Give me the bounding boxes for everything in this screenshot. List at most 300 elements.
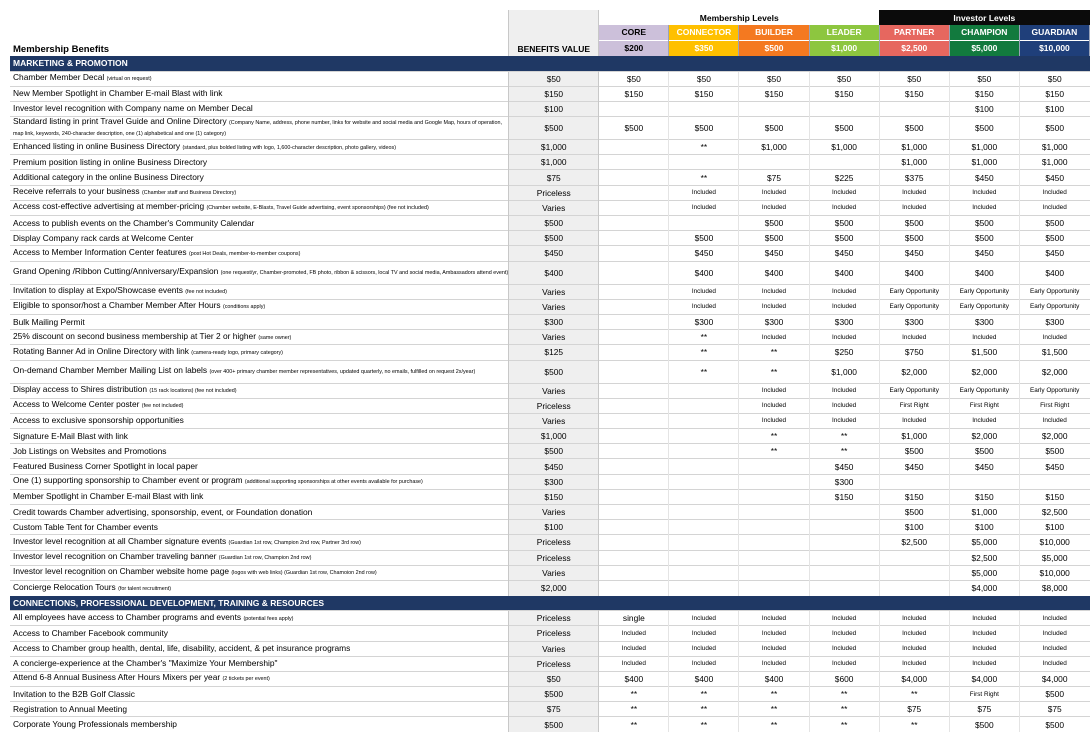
tier-cell-builder: Included	[739, 413, 809, 428]
benefit-name-cell	[10, 535, 509, 550]
benefit-name-cell	[10, 520, 509, 535]
tier-cell-champion: $450	[949, 459, 1019, 474]
tier-cell-guardian: $450	[1019, 170, 1089, 185]
benefit-value: Varies	[509, 565, 599, 580]
tier-cell-guardian: $50	[1019, 71, 1089, 86]
tier-cell-core	[599, 474, 669, 489]
benefit-value: Priceless	[509, 550, 599, 565]
tier-cell-champion: $5,000	[949, 535, 1019, 550]
tier-cell-connector	[669, 383, 739, 398]
benefit-name-cell	[10, 86, 509, 101]
tier-cell-guardian: $500	[1019, 444, 1089, 459]
tier-cell-connector: **	[669, 702, 739, 717]
section-title: CONNECTIONS, PROFESSIONAL DEVELOPMENT, TRAINING & RESOURCES	[10, 596, 509, 611]
benefit-name-cell	[10, 398, 509, 413]
tier-price-connector: $350	[669, 40, 739, 56]
table-row	[10, 216, 1090, 231]
table-row	[10, 185, 1090, 200]
tier-cell-builder: $50	[739, 71, 809, 86]
tier-cell-leader: $500	[809, 216, 879, 231]
benefit-value: Priceless	[509, 626, 599, 641]
membership-benefits-heading: Membership Benefits	[13, 44, 110, 55]
tier-cell-core	[599, 520, 669, 535]
tier-cell-leader: $300	[809, 314, 879, 329]
tier-cell-builder: **	[739, 702, 809, 717]
tier-cell-leader: $450	[809, 246, 879, 261]
table-row	[10, 429, 1090, 444]
benefit-note: (Chamber staff and Business Directory)	[141, 190, 237, 197]
tier-cell-core	[599, 535, 669, 550]
benefit-name: Corporate Young Professionals membership	[13, 719, 177, 730]
benefit-name-cell	[10, 444, 509, 459]
tier-cell-core: **	[599, 702, 669, 717]
tier-cell-builder: Included	[739, 398, 809, 413]
table-header	[10, 10, 1090, 56]
table-row	[10, 140, 1090, 155]
benefit-value: Priceless	[509, 611, 599, 626]
benefit-note: (Guardian 1st row, Champion 2nd row)	[218, 555, 312, 562]
tier-cell-connector: **	[669, 330, 739, 345]
tier-cell-partner: Included	[879, 413, 949, 428]
benefit-name-cell	[10, 687, 509, 702]
benefit-name-cell	[10, 505, 509, 520]
tier-cell-leader: $225	[809, 170, 879, 185]
section-fill	[509, 596, 1090, 611]
tier-cell-connector	[669, 155, 739, 170]
benefit-name-cell	[10, 200, 509, 215]
tier-cell-connector: $400	[669, 261, 739, 284]
tier-cell-partner: Early Opportunity	[879, 383, 949, 398]
tier-cell-leader: $600	[809, 671, 879, 686]
benefit-value: $150	[509, 86, 599, 101]
benefit-note: (fee not included)	[141, 403, 184, 410]
tier-cell-connector: **	[669, 170, 739, 185]
benefit-name-cell	[10, 155, 509, 170]
tier-cell-leader: Included	[809, 284, 879, 299]
tier-cell-core	[599, 459, 669, 474]
tier-cell-leader: Included	[809, 656, 879, 671]
tier-cell-partner	[879, 101, 949, 116]
benefit-value: Varies	[509, 200, 599, 215]
tier-cell-partner: $150	[879, 489, 949, 504]
tier-cell-core	[599, 284, 669, 299]
tier-cell-core: single	[599, 611, 669, 626]
tier-cell-builder	[739, 489, 809, 504]
tier-cell-builder: $500	[739, 117, 809, 140]
tier-cell-partner: $100	[879, 520, 949, 535]
tier-cell-core: Included	[599, 656, 669, 671]
table-row	[10, 284, 1090, 299]
tier-cell-builder: $400	[739, 671, 809, 686]
tier-cell-builder: **	[739, 444, 809, 459]
benefit-name: Chamber Member Decal	[13, 72, 105, 83]
tier-cell-champion: $300	[949, 314, 1019, 329]
tier-cell-leader: $250	[809, 345, 879, 360]
tier-cell-builder: $450	[739, 246, 809, 261]
tier-cell-builder	[739, 474, 809, 489]
tier-cell-connector	[669, 520, 739, 535]
tier-cell-core: Included	[599, 641, 669, 656]
tier-cell-leader	[809, 505, 879, 520]
benefit-name: Attend 6-8 Annual Business After Hours Mixers per year	[13, 672, 221, 683]
tier-cell-builder: **	[739, 717, 809, 732]
table-row	[10, 656, 1090, 671]
benefit-name: Invitation to the B2B Golf Classic	[13, 688, 135, 699]
benefit-value: Priceless	[509, 185, 599, 200]
tier-cell-core	[599, 489, 669, 504]
tier-cell-champion: Early Opportunity	[949, 383, 1019, 398]
tier-cell-leader	[809, 535, 879, 550]
tier-cell-core	[599, 101, 669, 116]
tier-cell-builder	[739, 550, 809, 565]
benefit-name: Eligible to sponsor/host a Chamber Member After Hours	[13, 300, 221, 311]
benefit-value: $125	[509, 345, 599, 360]
tier-cell-partner: $375	[879, 170, 949, 185]
tier-cell-builder: Included	[739, 330, 809, 345]
tier-name-partner: PARTNER	[879, 25, 949, 40]
tier-cell-builder: **	[739, 687, 809, 702]
tier-cell-core	[599, 345, 669, 360]
benefit-name-cell	[10, 580, 509, 595]
tier-cell-connector	[669, 505, 739, 520]
tier-cell-champion: $500	[949, 117, 1019, 140]
tier-cell-core: Included	[599, 626, 669, 641]
tier-cell-builder: Included	[739, 656, 809, 671]
benefit-value: $2,000	[509, 580, 599, 595]
tier-cell-core	[599, 429, 669, 444]
tier-cell-builder: $150	[739, 86, 809, 101]
tier-cell-champion: $500	[949, 717, 1019, 732]
tier-cell-partner: Included	[879, 185, 949, 200]
tier-cell-guardian: Included	[1019, 185, 1089, 200]
benefit-name-cell	[10, 656, 509, 671]
benefit-note: (for talent recruitment)	[118, 585, 172, 592]
table-row	[10, 611, 1090, 626]
tier-cell-guardian: Early Opportunity	[1019, 383, 1089, 398]
tier-cell-guardian: $4,000	[1019, 671, 1089, 686]
tier-cell-champion: Early Opportunity	[949, 284, 1019, 299]
tier-cell-builder: $75	[739, 170, 809, 185]
benefit-name: Registration to Annual Meeting	[13, 703, 128, 714]
benefit-name-cell	[10, 611, 509, 626]
tier-cell-connector	[669, 535, 739, 550]
benefit-note: (2 tickets per event)	[222, 676, 270, 683]
tier-cell-builder: **	[739, 345, 809, 360]
tier-cell-core: $150	[599, 86, 669, 101]
tier-cell-connector: Included	[669, 641, 739, 656]
tier-cell-leader	[809, 520, 879, 535]
tier-cell-connector: **	[669, 345, 739, 360]
table-row	[10, 246, 1090, 261]
tier-cell-guardian: Included	[1019, 611, 1089, 626]
benefit-name-cell	[10, 474, 509, 489]
benefit-name-cell	[10, 717, 509, 732]
tier-cell-champion: $500	[949, 231, 1019, 246]
benefit-name: Featured Business Corner Spotlight in local paper	[13, 461, 198, 472]
benefit-name-cell	[10, 429, 509, 444]
tier-cell-champion: $2,000	[949, 360, 1019, 383]
tier-cell-guardian: $1,000	[1019, 140, 1089, 155]
tier-cell-partner: Included	[879, 200, 949, 215]
benefit-name: Additional category in the online Business Directory	[13, 172, 204, 183]
tier-cell-partner: $4,000	[879, 671, 949, 686]
tier-cell-leader: **	[809, 717, 879, 732]
benefit-name: Bulk Mailing Permit	[13, 316, 85, 327]
tier-cell-champion: $4,000	[949, 671, 1019, 686]
tier-cell-leader: Included	[809, 641, 879, 656]
tier-name-guardian: GUARDIAN	[1019, 25, 1089, 40]
tier-cell-core	[599, 140, 669, 155]
tier-cell-core: $500	[599, 117, 669, 140]
table-row	[10, 641, 1090, 656]
benefit-name: Access to exclusive sponsorship opportunities	[13, 415, 184, 426]
tier-cell-guardian: Included	[1019, 413, 1089, 428]
benefit-note: (post Hot Deals, member-to-member coupons)	[188, 250, 301, 257]
benefit-value: $500	[509, 216, 599, 231]
section-header-row	[10, 56, 1090, 71]
tier-cell-leader: Included	[809, 383, 879, 398]
tier-cell-leader: Included	[809, 330, 879, 345]
tier-cell-guardian: $1,000	[1019, 155, 1089, 170]
tier-cell-guardian: $500	[1019, 687, 1089, 702]
tier-cell-partner: $500	[879, 505, 949, 520]
benefit-name-cell	[10, 261, 509, 284]
tier-cell-core	[599, 444, 669, 459]
tier-cell-leader	[809, 550, 879, 565]
tier-cell-core: **	[599, 687, 669, 702]
tier-cell-core	[599, 505, 669, 520]
tier-cell-core	[599, 314, 669, 329]
benefit-name: 25% discount on second business membership at Tier 2 or higher	[13, 330, 257, 341]
table-row	[10, 383, 1090, 398]
benefit-name: Member Spotlight in Chamber E-mail Blast with link	[13, 491, 204, 502]
tier-cell-leader: $450	[809, 459, 879, 474]
tier-cell-builder: $1,000	[739, 140, 809, 155]
table-row	[10, 71, 1090, 86]
tier-cell-guardian: Early Opportunity	[1019, 299, 1089, 314]
benefit-note: (conditions apply)	[222, 304, 266, 311]
table-row	[10, 505, 1090, 520]
tier-cell-partner: Included	[879, 656, 949, 671]
tier-cell-guardian: $450	[1019, 246, 1089, 261]
tier-cell-partner: $1,000	[879, 140, 949, 155]
tier-cell-leader: **	[809, 687, 879, 702]
tier-cell-guardian: Included	[1019, 200, 1089, 215]
tier-cell-partner: $2,000	[879, 360, 949, 383]
tier-price-core: $200	[599, 40, 669, 56]
benefit-name-cell	[10, 170, 509, 185]
tier-cell-guardian: $100	[1019, 101, 1089, 116]
table-row	[10, 671, 1090, 686]
benefit-name-cell	[10, 413, 509, 428]
tier-cell-builder: $500	[739, 231, 809, 246]
table-row	[10, 200, 1090, 215]
tier-cell-builder: Included	[739, 383, 809, 398]
benefit-name: Credit towards Chamber advertising, sponsorship, event, or Foundation donation	[13, 506, 313, 517]
tier-cell-connector	[669, 580, 739, 595]
tier-cell-partner: $2,500	[879, 535, 949, 550]
benefit-name: Receive referrals to your business	[13, 186, 140, 197]
tier-price-champion: $5,000	[949, 40, 1019, 56]
table-row	[10, 459, 1090, 474]
benefit-name-cell	[10, 117, 509, 140]
tier-cell-connector	[669, 565, 739, 580]
tier-cell-builder	[739, 565, 809, 580]
tier-cell-guardian: $500	[1019, 717, 1089, 732]
tier-cell-leader: $500	[809, 231, 879, 246]
tier-cell-partner	[879, 550, 949, 565]
tier-cell-guardian	[1019, 474, 1089, 489]
benefit-value: $500	[509, 687, 599, 702]
benefit-name: Standard listing in print Travel Guide and Online Directory	[13, 116, 227, 127]
tier-cell-partner: $750	[879, 345, 949, 360]
benefit-name: Investor level recognition at all Chamber signature events	[13, 535, 227, 546]
tier-cell-partner: Early Opportunity	[879, 284, 949, 299]
tier-cell-connector	[669, 101, 739, 116]
tier-cell-connector: **	[669, 717, 739, 732]
table-row	[10, 314, 1090, 329]
tier-cell-core	[599, 261, 669, 284]
benefit-note: (same owner)	[258, 334, 292, 341]
tier-cell-partner: **	[879, 687, 949, 702]
tier-cell-partner: $1,000	[879, 429, 949, 444]
tier-cell-core	[599, 299, 669, 314]
tier-cell-leader	[809, 155, 879, 170]
benefit-name: Concierge Relocation Tours	[13, 581, 116, 592]
benefit-note: (camera-ready logo, primary category)	[191, 349, 283, 356]
tier-cell-partner: $1,000	[879, 155, 949, 170]
tier-cell-connector: Included	[669, 626, 739, 641]
table-row	[10, 687, 1090, 702]
tier-cell-leader: $1,000	[809, 140, 879, 155]
tier-cell-champion: $1,000	[949, 505, 1019, 520]
tier-name-champion: CHAMPION	[949, 25, 1019, 40]
table-row	[10, 101, 1090, 116]
tier-cell-partner: First Right	[879, 398, 949, 413]
tier-price-partner: $2,500	[879, 40, 949, 56]
tier-cell-leader: **	[809, 429, 879, 444]
tier-cell-builder	[739, 505, 809, 520]
tier-cell-connector	[669, 550, 739, 565]
benefit-value: $300	[509, 474, 599, 489]
benefit-value: Varies	[509, 299, 599, 314]
tier-cell-champion: $2,000	[949, 429, 1019, 444]
tier-cell-core	[599, 231, 669, 246]
tier-cell-builder	[739, 155, 809, 170]
benefit-name: On-demand Chamber Member Mailing List on labels	[13, 365, 208, 375]
tier-cell-guardian: $8,000	[1019, 580, 1089, 595]
tier-cell-champion: $450	[949, 170, 1019, 185]
tier-cell-builder: Included	[739, 284, 809, 299]
benefit-note: (additional supporting sponsorships at other events available for purchase)	[244, 479, 423, 486]
tier-cell-connector	[669, 413, 739, 428]
tier-cell-core	[599, 216, 669, 231]
tier-cell-guardian: Included	[1019, 641, 1089, 656]
tier-cell-guardian: $10,000	[1019, 565, 1089, 580]
tier-cell-champion: $2,500	[949, 550, 1019, 565]
benefit-name: Investor level recognition with Company name on Member Decal	[13, 103, 253, 114]
table-row	[10, 489, 1090, 504]
tier-cell-core	[599, 580, 669, 595]
benefit-name-cell	[10, 360, 509, 383]
tier-cell-connector: Included	[669, 185, 739, 200]
benefits-table	[10, 10, 1090, 732]
benefit-name: A concierge-experience at the Chamber's "Maximize Your Membership"	[13, 658, 278, 669]
benefit-name: Invitation to display at Expo/Showcase events	[13, 285, 183, 296]
tier-cell-core	[599, 383, 669, 398]
table-row	[10, 444, 1090, 459]
tier-cell-champion: Included	[949, 656, 1019, 671]
tier-cell-champion: Included	[949, 185, 1019, 200]
benefit-name: Rotating Banner Ad in Online Directory with link	[13, 345, 189, 356]
tier-cell-builder: Included	[739, 611, 809, 626]
tier-cell-partner: Included	[879, 641, 949, 656]
tier-cell-core	[599, 185, 669, 200]
tier-cell-champion: $4,000	[949, 580, 1019, 595]
table-row	[10, 626, 1090, 641]
tier-cell-leader: Included	[809, 413, 879, 428]
benefit-value: $500	[509, 360, 599, 383]
benefit-name-cell	[10, 702, 509, 717]
benefit-name-cell	[10, 330, 509, 345]
benefit-name-cell	[10, 671, 509, 686]
benefit-value: Varies	[509, 641, 599, 656]
benefit-value: $75	[509, 170, 599, 185]
tier-cell-core	[599, 330, 669, 345]
benefit-value: Varies	[509, 383, 599, 398]
tier-cell-guardian: $150	[1019, 489, 1089, 504]
tier-cell-connector: $150	[669, 86, 739, 101]
benefit-value: Priceless	[509, 535, 599, 550]
benefit-name: One (1) supporting sponsorship to Chamber event or program	[13, 475, 243, 486]
tier-cell-leader: Included	[809, 398, 879, 413]
benefit-name-cell	[10, 71, 509, 86]
tier-cell-champion	[949, 474, 1019, 489]
tier-cell-guardian: $2,000	[1019, 429, 1089, 444]
tier-price-builder: $500	[739, 40, 809, 56]
benefit-note: (15 rack locations) (fee not included)	[149, 388, 237, 395]
benefit-name-cell	[10, 626, 509, 641]
tier-cell-leader	[809, 580, 879, 595]
tier-cell-partner: $450	[879, 246, 949, 261]
tier-cell-builder: **	[739, 360, 809, 383]
table-row	[10, 717, 1090, 732]
tier-cell-guardian: Included	[1019, 330, 1089, 345]
tier-name-core: CORE	[599, 25, 669, 40]
benefit-name: Investor level recognition on Chamber website home page	[13, 566, 230, 577]
tier-cell-connector	[669, 489, 739, 504]
tier-cell-builder	[739, 459, 809, 474]
tier-cell-leader: $50	[809, 71, 879, 86]
table-row	[10, 565, 1090, 580]
benefit-name-cell	[10, 140, 509, 155]
tier-cell-core: $50	[599, 71, 669, 86]
tier-cell-leader: $150	[809, 489, 879, 504]
tier-cell-leader: **	[809, 444, 879, 459]
table-row	[10, 117, 1090, 140]
benefit-note: (potential fees apply)	[243, 615, 294, 622]
tier-cell-champion: $150	[949, 86, 1019, 101]
benefit-name: Custom Table Tent for Chamber events	[13, 521, 158, 532]
tier-cell-connector: $450	[669, 246, 739, 261]
tier-cell-champion: Included	[949, 200, 1019, 215]
tier-name-leader: LEADER	[809, 25, 879, 40]
tier-cell-connector	[669, 459, 739, 474]
tier-price-guardian: $10,000	[1019, 40, 1089, 56]
tier-cell-partner: $500	[879, 117, 949, 140]
benefit-value: $500	[509, 717, 599, 732]
benefit-name-cell	[10, 383, 509, 398]
